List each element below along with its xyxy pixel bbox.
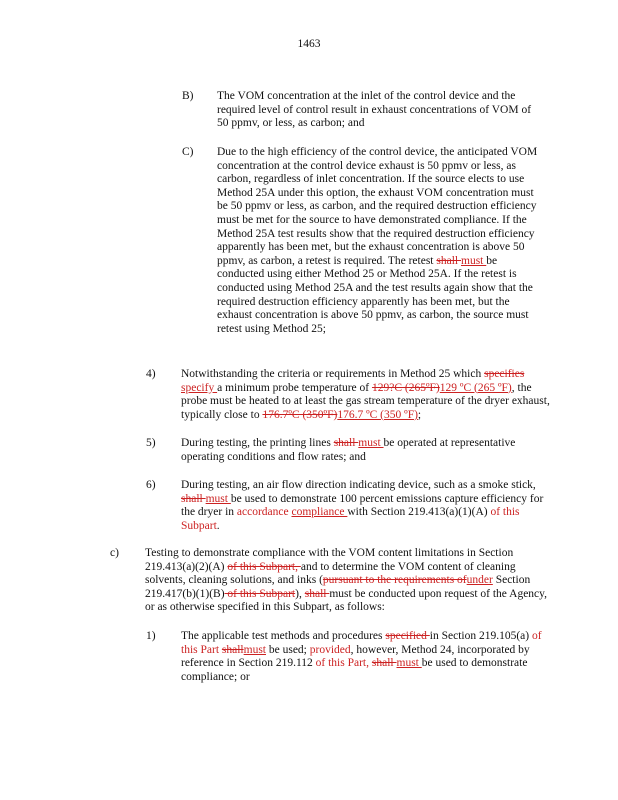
revised-text: of this Subpart	[181, 506, 520, 532]
revised-text: of this Part,	[315, 657, 372, 670]
deleted-text: pursuant to the requirements of	[322, 574, 467, 587]
text-run: Testing to demonstrate compliance with the VOM content limitations in Section 219.413(a)(2)(A)	[145, 547, 514, 573]
clause-text	[217, 146, 542, 336]
inserted-text: must	[461, 254, 487, 267]
text-run: The applicable test methods and procedures	[181, 630, 386, 642]
text-run: must be conducted upon request of the Agency, or as otherwise specified in this Subpart, as follows:	[145, 587, 548, 614]
page-number: 1463	[297, 38, 321, 50]
text-run: be operated at representative operating conditions and flow rates; and	[181, 437, 516, 463]
deleted-text: of this Subpart,	[227, 560, 301, 573]
deleted-text: shall	[304, 587, 330, 600]
inserted-text: must	[243, 643, 266, 656]
clause-text	[217, 90, 542, 131]
inserted-text: specify	[181, 381, 218, 394]
text-run: ;	[417, 408, 422, 421]
deleted-text: shall	[333, 437, 359, 449]
clause-label: C)	[182, 146, 194, 158]
text-run: During testing, the printing lines	[181, 437, 334, 449]
text-run: Section 219.417(b)(1)(B)	[145, 574, 531, 600]
clause-label: 5)	[146, 437, 156, 449]
deleted-text: shall	[221, 643, 244, 656]
deleted-text: 129?C (265ºF)	[371, 381, 440, 394]
revised-text: of this Part	[181, 630, 542, 656]
deleted-text: shall	[371, 657, 397, 670]
clause-text	[145, 547, 551, 615]
clause-label: 1)	[146, 630, 156, 642]
text-run: be used to demonstrate compliance; or	[181, 657, 528, 683]
inserted-text: 176.7 ºC (350 ºF)	[337, 408, 418, 421]
clause-label: 4)	[146, 368, 156, 380]
text-run: During testing, an air flow direction indicating device, such as a smoke stick,	[181, 479, 536, 491]
text-run: , however, Method 24, incorporated by reference in Section 219.112	[181, 643, 530, 670]
text-run: , the probe must be heated to at least the gas stream temperature of the dryer exhaust, typically close to	[181, 381, 550, 421]
clause-text	[181, 437, 551, 464]
text-run: with Section 219.413(a)(1)(A)	[347, 506, 491, 519]
deleted-text: of this Subpart	[224, 587, 296, 600]
inserted-text: 129 ºC (265 ºF)	[439, 381, 512, 394]
text-run: be conducted using either Method 25 or Method 25A. If the retest is conducted using Method 25A and the test results again show that the required destruction efficiency apparently has been met, but the exhaust concentration is above 50 ppmv, as carbon, the source must retest using Method 25;	[217, 254, 533, 335]
deleted-text: specified	[385, 630, 430, 642]
clause-text	[181, 368, 551, 422]
text-run: .	[216, 519, 220, 532]
clause-text	[181, 479, 551, 533]
text-run: be used to demonstrate 100 percent emissions capture efficiency for the dryer in	[181, 492, 544, 519]
text-run: be used;	[266, 643, 310, 656]
revised-text: accordance	[236, 506, 292, 519]
text-run: ),	[295, 587, 305, 600]
text-run: Notwithstanding the criteria or requirements in Method 25 which	[181, 368, 485, 380]
deleted-text: specifies	[484, 368, 525, 380]
deleted-text: 176.7ºC (350ºF)	[262, 408, 338, 421]
clause-text	[181, 630, 551, 684]
text-run: in Section 219.105(a)	[429, 630, 532, 642]
text-run: a minimum probe temperature of	[217, 381, 372, 394]
text-run: The VOM concentration at the inlet of the control device and the required level of control result in exhaust concentrations of VOM of 50 ppmv, or less, as carbon; and	[217, 90, 532, 130]
deleted-text: shall	[436, 254, 461, 267]
inserted-text: under	[466, 574, 493, 587]
text-run: and to determine the VOM content of cleaning solvents, cleaning solutions, and inks (	[145, 560, 516, 587]
text-run: Due to the high efficiency of the control device, the anticipated VOM concentration at the control device exhaust is 50 ppmv or less, as carbon, regardless of inlet concentration. If the source elects to use Method 25A under this option, the exhaust VOM concentration must be 50 ppmv or less, as carbon, and the required destruction efficiency must be met for the source to have demonstrated compliance. If the Method 25A test results show that the required destruction efficiency apparently has been met, but the exhaust concentration is above 50 ppmv, as carbon, a retest is required. The retest	[217, 146, 538, 267]
clause-label: 6)	[146, 479, 156, 491]
inserted-text: must	[358, 437, 384, 449]
revised-text: provided	[309, 643, 351, 656]
inserted-text: must	[205, 492, 231, 505]
clause-label: c)	[110, 547, 119, 559]
deleted-text: shall	[181, 492, 206, 505]
clause-label: B)	[182, 90, 194, 102]
inserted-text: must	[396, 657, 422, 670]
inserted-text: compliance	[291, 506, 348, 519]
